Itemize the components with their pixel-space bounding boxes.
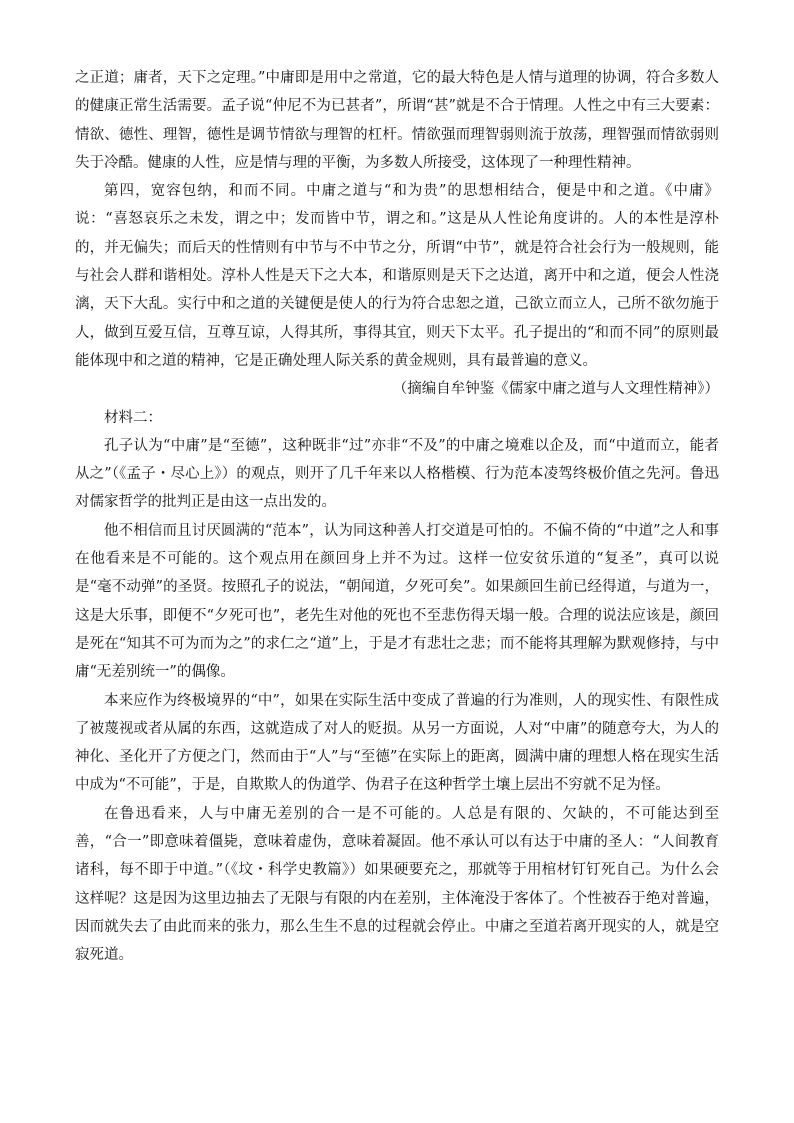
source-citation: （摘编自牟钟鉴《儒家中庸之道与人文理性精神》） [392,381,719,398]
material-paragraph: 孔子认为“中庸”是“至德”，这种既非“过”亦非“不及”的中庸之境难以企及，而“中道而立，能者从之”（《孟子・尽心上》）的观点，则开了几千年来以人格楷模、行为范本凌驾终极价值之先河。鲁迅对儒家哲学的批判正是由这一点出发的。 [75,437,719,511]
material-paragraph: 他不相信而且讨厌圆满的“范本”，认为同这种善人打交道是可怕的。不偏不倚的“中道”之人和事在他看来是不可能的。这个观点用在颜回身上并不为过。这样一位安贫乐道的“复圣”，真可以说是“毫不动弹”的圣贤。按照孔子的说法，“朝闻道，夕死可矣”。如果颜回生前已经得道，与道为一，这是大乐事，即便不“夕死可也”，老先生对他的死也不至悲伤得天塌一般。合理的说法应该是，颜回是死在“知其不可为而为之”的求仁之“道”上，于是才有悲壮之悲；而不能将其理解为默观修持，与中庸“无差别统一”的偶像。 [75,522,719,681]
material-label: 材料二： [104,409,162,426]
paragraph-continuation: 之正道；庸者，天下之定理。”中庸即是用中之常道，它的最大特色是人情与道理的协调，符合多数人的健康正常生活需要。孟子说“仲尼不为已甚者”，所谓“甚”就是不合于情理。人性之中有三大要素：情欲、德性、理智，德性是调节情欲与理智的杠杆。情欲强而理智弱则流于放荡，理智强而情欲弱则失于冷酷。健康的人性，应是情与理的平衡，为多数人所接受，这体现了一种理性精神。 [75,70,719,171]
paragraph-fourth-point: 第四，宽容包纳，和而不同。中庸之道与“和为贵”的思想相结合，便是中和之道。《中庸》说：“喜怒哀乐之未发，谓之中；发而皆中节，谓之和。”这是从人性论角度讲的。人的本性是淳朴的，并无偏失；而后天的性情则有中节与不中节之分，所谓“中节”，就是符合社会行为一般规则，能与社会人群和谐相处。淳朴人性是天下之大本，和谐原则是天下之达道，离开中和之道，便会人性浇漓，天下大乱。实行中和之道的关键便是使人的行为符合忠恕之道，己欲立而立人，己所不欲勿施于人，做到互爱互信，互尊互谅，人得其所，事得其宜，则天下太平。孔子提出的“和而不同”的原则最能体现中和之道的精神，它是正确处理人际关系的黄金规则，具有最普遍的意义。 [75,183,719,369]
material-paragraph: 本来应作为终极境界的“中”，如果在实际生活中变成了普遍的行为准则，人的现实性、有限性成了被蔑视或者从属的东西，这就造成了对人的贬损。从另一方面说，人对“中庸”的随意夸大，为人的神化、圣化开了方便之门，然而由于“人”与“至德”在实际上的距离，圆满中庸的理想人格在现实生活中成为“不可能”，于是，自欺欺人的伪道学、伪君子在这种哲学土壤上层出不穷就不足为怪。 [75,692,719,794]
material-paragraph: 在鲁迅看来，人与中庸无差别的合一是不可能的。人总是有限的、欠缺的，不可能达到至善，“合一”即意味着僵毙，意味着虚伪，意味着凝固。他不承认可以有达于中庸的圣人：“人间教育诸科，每不即于中道。”（《坟・科学史教篇》）如果硬要充之，那就等于用棺材钉钉死自己。为什么会这样呢？这是因为这里边抽去了无限与有限的内在差别，主体淹没于客体了。个性被吞于绝对普遍，因而就失去了由此而来的张力，那么生生不息的过程就会停止。中庸之至道若离开现实的人，就是空寂死道。 [75,805,719,964]
document-page [75,64,719,970]
